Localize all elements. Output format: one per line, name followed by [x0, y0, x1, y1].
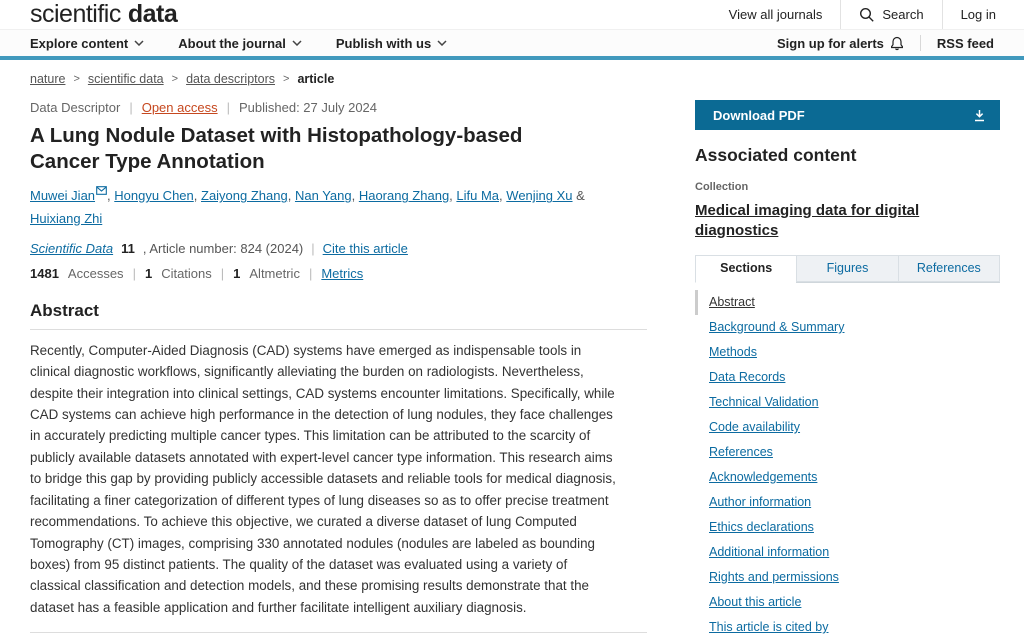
published-date: Published: 27 July 2024 — [238, 100, 378, 115]
page-title: A Lung Nodule Dataset with Histopathology-based Cancer Type Annotation — [30, 124, 523, 174]
sidebar-tabs — [695, 255, 1000, 283]
nav-divider — [920, 35, 921, 51]
section-link-references[interactable]: References — [709, 445, 773, 460]
author-list: Muwei Jian , Hongyu Chen, Zaiyong Zhang, Nan Yang, Haorang Zhang, Lifu Ma, Wenjing Xu & Huixiang Zhi — [30, 185, 630, 229]
section-link-technical-validation[interactable]: Technical Validation — [709, 395, 819, 410]
section-link-additional-information[interactable]: Additional information — [709, 545, 830, 560]
download-pdf-button[interactable]: Download PDF — [695, 100, 1000, 130]
signup-alerts-link[interactable]: Sign up for alerts — [777, 36, 904, 51]
citations-count: 1 — [144, 265, 153, 281]
accesses-count: 1481 — [30, 265, 59, 281]
pipe-divider: | — [311, 240, 315, 256]
citations-label: Citations — [161, 265, 212, 281]
breadcrumb-nature[interactable]: nature — [30, 72, 66, 86]
chevron-down-icon — [134, 40, 144, 46]
pipe-divider: | — [132, 265, 136, 281]
nav-about-journal[interactable]: About the journal — [178, 36, 302, 51]
search-icon — [859, 7, 875, 23]
section-link-author-information[interactable]: Author information — [709, 495, 812, 510]
section-link-abstract[interactable]: Abstract — [695, 290, 1000, 315]
section-link-background-summary[interactable]: Background & Summary — [709, 320, 845, 335]
collection-label: Collection — [695, 180, 749, 193]
search-button[interactable]: Search — [840, 0, 941, 29]
section-link-cited-by[interactable]: This article is cited by — [709, 620, 829, 635]
collection-title-link[interactable]: Medical imaging data for digital diagnostics — [695, 201, 920, 239]
journal-citation — [30, 241, 647, 256]
section-link-about-this-article[interactable]: About this article — [709, 595, 802, 610]
tab-figures[interactable]: Figures — [796, 255, 897, 282]
author-link[interactable]: Muwei Jian — [30, 188, 96, 204]
site-header — [0, 0, 1024, 30]
breadcrumb — [30, 72, 1024, 86]
abstract-text: Recently, Computer-Aided Diagnosis (CAD) systems have emerged as indispensable tools in clinical diagnostic workflows, significantly alleviating the burden on radiologists. Nevertheless, despite their integration into clinical settings, CAD systems encounter limitations. Specifically, while CAD systems can achieve high performance in the detection of lung nodules, they face challenges in accurately predicting multiple cancer types. This limitation can be attributed to the scarcity of publicly available datasets annotated with expert-level cancer type information. This research aims to bridge this gap by providing publicly accessible datasets and reliable tools for medical diagnosis, facilitating a finer categorization of different types of lung diseases so as to offer precise treatment recommendations. To achieve this objective, we curated a diverse dataset of lung Computed Tomography (CT) images, comprising 330 annotated nodules (nodules are labeled as bounding boxes) from 95 distinct patients. The quality of the dataset was evaluated using a variety of classical classification and detection models, and these promising results demonstrate that the dataset has a feasible application and further facilitate intelligent auxiliary diagnosis. — [30, 342, 616, 615]
author-link[interactable]: Huixiang Zhi — [30, 210, 103, 226]
journal-volume: 11 — [121, 240, 135, 256]
view-all-journals-link[interactable]: View all journals — [728, 7, 823, 22]
nav-explore-content[interactable]: Explore content — [30, 36, 144, 51]
breadcrumb-article: article — [297, 72, 335, 86]
section-link-code-availability[interactable]: Code availability — [709, 420, 801, 435]
download-icon — [973, 109, 986, 122]
section-nav-list — [695, 290, 1000, 640]
breadcrumb-separator: > — [283, 73, 290, 85]
article-meta — [30, 100, 647, 115]
pipe-divider: | — [129, 100, 133, 115]
logo-text-regular: scientific — [30, 0, 121, 28]
section-link-acknowledgements[interactable]: Acknowledgements — [709, 470, 818, 485]
pipe-divider: | — [226, 100, 230, 115]
author-link[interactable]: Lifu Ma — [456, 188, 500, 204]
section-link-data-records[interactable]: Data Records — [709, 370, 786, 385]
chevron-down-icon — [437, 40, 447, 46]
breadcrumb-separator: > — [171, 73, 179, 85]
abstract-heading: Abstract — [30, 300, 99, 320]
main-content — [0, 86, 1024, 640]
login-link[interactable]: Log in — [942, 0, 1024, 29]
pipe-divider: | — [220, 265, 225, 281]
pipe-divider: | — [308, 265, 313, 281]
cite-article-link[interactable]: Cite this article — [322, 240, 408, 256]
chevron-down-icon — [292, 40, 302, 46]
breadcrumb-scientific-data[interactable]: scientific data — [87, 72, 164, 86]
journal-link[interactable]: Scientific Data — [30, 240, 114, 256]
breadcrumb-data-descriptors[interactable]: data descriptors — [186, 72, 275, 86]
section-link-rights-permissions[interactable]: Rights and permissions — [709, 570, 839, 585]
associated-content-heading: Associated content — [695, 145, 857, 165]
open-access-link[interactable]: Open access — [141, 100, 218, 115]
article-column — [30, 86, 647, 640]
nav-right — [777, 35, 994, 51]
altmetric-count: 1 — [233, 265, 241, 281]
abstract-divider — [30, 329, 647, 330]
author-link[interactable]: Zaiyong Zhang — [201, 188, 288, 204]
sidebar — [695, 86, 1000, 640]
article-type: Data Descriptor — [30, 100, 121, 115]
article-number: , Article number: 824 (2024) — [142, 240, 304, 256]
section-link-methods[interactable]: Methods — [709, 345, 757, 360]
journal-nav — [0, 30, 1024, 60]
journal-logo[interactable] — [30, 0, 177, 29]
nav-left — [30, 36, 447, 51]
section-link-ethics-declarations[interactable]: Ethics declarations — [709, 520, 814, 535]
nav-publish-with-us[interactable]: Publish with us — [336, 36, 447, 51]
author-link[interactable]: Nan Yang — [294, 188, 352, 204]
tab-sections[interactable]: Sections — [695, 255, 796, 283]
author-link[interactable]: Hongyu Chen — [114, 188, 194, 204]
section-divider — [30, 632, 647, 633]
email-icon[interactable] — [96, 186, 107, 195]
article-metrics — [30, 266, 647, 281]
accesses-label: Accesses — [67, 265, 124, 281]
tab-references[interactable]: References — [898, 255, 1000, 282]
bell-icon — [890, 36, 904, 51]
author-link[interactable]: Haorang Zhang — [358, 188, 450, 204]
header-links — [711, 0, 1024, 29]
author-link[interactable]: Wenjing Xu — [506, 188, 573, 204]
breadcrumb-separator: > — [73, 73, 80, 85]
rss-feed-link[interactable]: RSS feed — [936, 35, 994, 51]
logo-text-bold: data — [127, 0, 178, 28]
metrics-link[interactable]: Metrics — [321, 265, 364, 281]
altmetric-label: Altmetric — [249, 265, 300, 281]
